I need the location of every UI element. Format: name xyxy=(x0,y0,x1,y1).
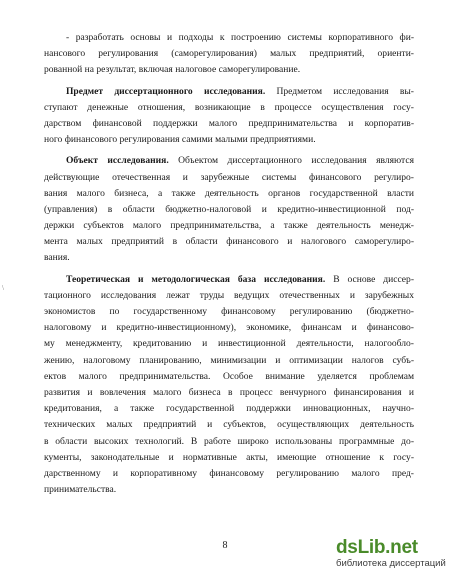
text-run: Объектом диссертационного исследования являются xyxy=(168,155,414,167)
text-line: рованной на результат, включая налоговое саморегулирование. xyxy=(44,64,301,76)
body-text xyxy=(44,30,414,498)
text-line: кументы, законодательные и нормативные акты, имеющие отношение к госу- xyxy=(44,451,414,463)
text-line: ступают денежные отношения, возникающие в процессе осуществления госу- xyxy=(44,101,414,113)
text-line: принимательства. xyxy=(44,484,117,496)
text-line: ного финансового регулирования самими малыми предприятиями. xyxy=(44,134,316,146)
text-line: ектов малого предпринимательства. Особое внимание уделяется проблемам xyxy=(44,370,414,382)
text-line: держки субъектов малого предпринимательства, а также деятельность менедж- xyxy=(44,220,414,232)
text-line: развития и вовлечения малого бизнеса в процесс венчурного финансирования и xyxy=(44,386,414,398)
watermark-logo: dsLib.net xyxy=(336,537,418,558)
text-line: вания. xyxy=(44,252,70,264)
paragraph-object xyxy=(44,153,414,266)
text-line xyxy=(44,272,414,288)
text-line xyxy=(44,153,414,169)
text-line: му менеджменту, кредитованию и инвестиционной деятельности, налогообло- xyxy=(44,338,414,350)
section-heading: Предмет диссертационного исследования. xyxy=(66,85,266,97)
text-line: жению, налоговому планированию, минимизации и оптимизации налогов субъ- xyxy=(44,354,414,366)
text-line: экономистов по государственному финансовому регулированию (бюджетно- xyxy=(44,306,414,317)
section-heading: Теоретическая и методологическая база исследования. xyxy=(66,273,326,285)
text-line: нансового регулирования (саморегулирования) малых предприятий, ориенти- xyxy=(44,48,414,60)
text-line: - разработать основы и подходы к построению системы корпоративного фи- xyxy=(66,32,414,43)
section-heading: Объект исследования. xyxy=(66,155,169,167)
text-line: тационного исследования лежат труды ведущих отечественных и зарубежных xyxy=(44,289,414,301)
text-line: технических малых предприятий и субъектов, осуществляющих деятельность xyxy=(44,419,414,431)
paragraph-theory-base xyxy=(44,272,414,499)
text-run: В основе диссер- xyxy=(325,273,414,285)
text-line: вания малого бизнеса, а также деятельность органов государственной власти xyxy=(44,187,414,199)
text-line: (управления) в области бюджетно-налоговой и кредитно-инвестиционной под- xyxy=(44,203,414,215)
text-line: действующие отечественная и зарубежные системы финансового регулиро- xyxy=(44,171,414,183)
watermark-subtitle: библиотека диссертаций xyxy=(336,558,446,569)
text-line: налоговому и кредитно-инвестиционному), экономике, финансам и финансово- xyxy=(44,322,414,334)
text-line: дарством финансовой поддержки малого предпринимательства и корпоратив- xyxy=(44,117,414,129)
text-line: дарственному и корпоративному финансовому регулированию малого пред- xyxy=(44,467,414,479)
margin-mark: \ xyxy=(2,284,4,292)
text-line: мента малых предприятий в области финансового и налогового саморегулиро- xyxy=(44,236,414,248)
text-run: Предметом исследования вы- xyxy=(265,85,414,97)
text-line xyxy=(44,84,414,100)
paragraph-subject xyxy=(44,84,414,149)
text-line: в области высоких технологий. В работе широко использованы программные до- xyxy=(44,435,414,447)
watermark-link[interactable] xyxy=(336,538,444,576)
paragraph-goal xyxy=(44,30,414,79)
page-number: 8 xyxy=(222,540,228,551)
text-line: кредитования, а также государственной поддержки инновационных, научно- xyxy=(44,403,414,415)
